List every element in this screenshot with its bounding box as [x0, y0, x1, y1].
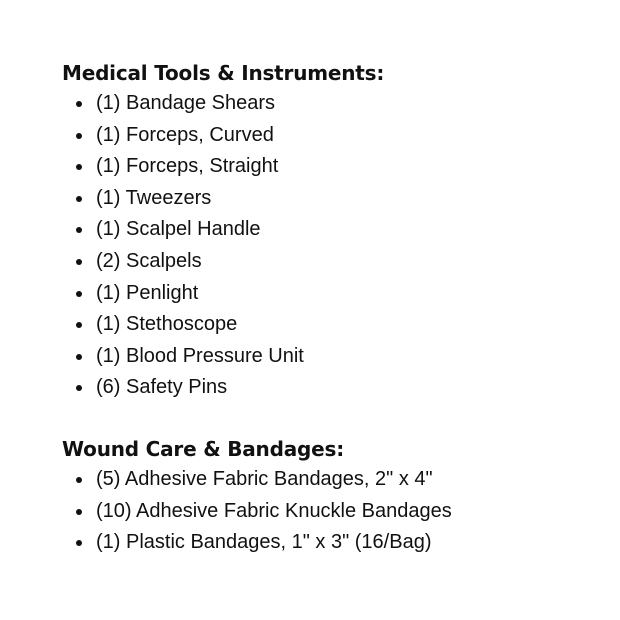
section-medical-tools: [62, 58, 602, 404]
bullet-icon: [76, 385, 82, 391]
bullet-icon: [76, 291, 82, 297]
bullet-icon: [76, 322, 82, 328]
list-item: [62, 527, 602, 559]
list-item-text: (1) Penlight: [96, 281, 199, 304]
bullet-icon: [76, 101, 82, 107]
list-item-text: (1) Tweezers: [96, 186, 212, 209]
bullet-icon: [76, 196, 82, 202]
list-item-text: (1) Forceps, Straight: [96, 155, 279, 178]
list-item: [62, 88, 602, 120]
list-item-text: (1) Scalpel Handle: [96, 218, 261, 241]
section-title: Medical Tools & Instruments:: [62, 61, 385, 85]
list-item-text: (10) Adhesive Fabric Knuckle Bandages: [96, 499, 452, 522]
list-item-text: (1) Forceps, Curved: [96, 123, 274, 146]
list-item: [62, 278, 602, 310]
list-item: [62, 151, 602, 183]
bullet-icon: [76, 164, 82, 170]
list-item: [62, 464, 602, 496]
list-item-text: (1) Plastic Bandages, 1" x 3" (16/Bag): [96, 531, 432, 554]
bullet-icon: [76, 227, 82, 233]
list-item-text: (5) Adhesive Fabric Bandages, 2" x 4": [96, 467, 433, 490]
bullet-icon: [76, 354, 82, 360]
list-item: [62, 214, 602, 246]
list-item: [62, 120, 602, 152]
list-item: [62, 496, 602, 528]
item-list-document: [62, 58, 602, 559]
list-item: [62, 246, 602, 278]
bullet-icon: [76, 509, 82, 515]
bullet-icon: [76, 477, 82, 483]
list-item-text: (1) Blood Pressure Unit: [96, 344, 304, 367]
list-item: [62, 183, 602, 215]
list-item: [62, 372, 602, 404]
list-item-text: (1) Bandage Shears: [96, 92, 276, 114]
list-item-text: (1) Stethoscope: [96, 313, 238, 336]
bullet-icon: [76, 540, 82, 546]
section-wound-care: [62, 434, 602, 559]
bullet-icon: [76, 259, 82, 265]
section-title: Wound Care & Bandages:: [62, 436, 344, 461]
list-item-text: (6) Safety Pins: [96, 376, 228, 399]
list-item: [62, 341, 602, 373]
list-item: [62, 309, 602, 341]
list-item-text: (2) Scalpels: [96, 249, 202, 272]
item-list: [62, 464, 602, 559]
item-list: [62, 88, 602, 404]
bullet-icon: [76, 133, 82, 139]
